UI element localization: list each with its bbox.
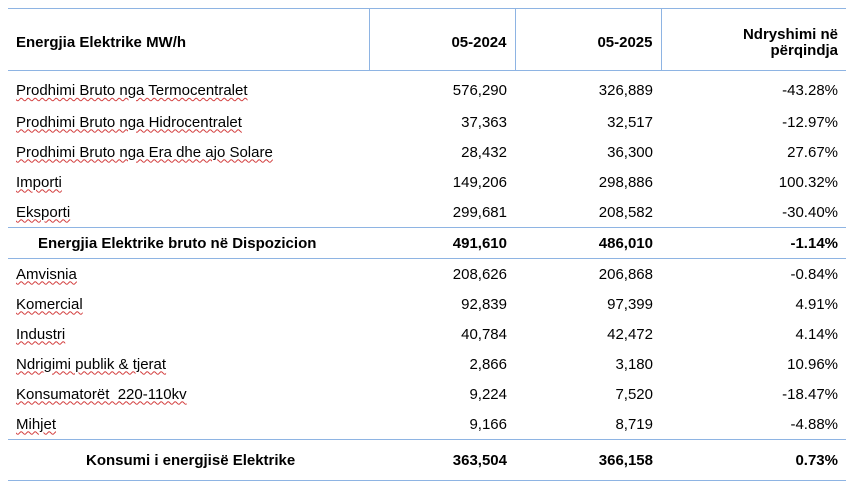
row-value-2024: 37,363 [461, 113, 507, 131]
row-value-2024: 208,626 [452, 265, 507, 283]
consumption-total-row [8, 440, 846, 481]
row-change: -30.40% [782, 203, 838, 221]
table-row [8, 167, 846, 197]
row-change: -4.88% [790, 415, 838, 433]
header-2025: 05-2025 [515, 9, 661, 71]
row-value-2024: 299,681 [452, 203, 507, 221]
row-label: Prodhimi Bruto nga Era dhe ajo Solare [16, 143, 273, 161]
available-total-2024: 491,610 [369, 228, 515, 259]
available-total-row [8, 228, 846, 259]
table-row [8, 71, 846, 108]
row-value-2024: 9,166 [469, 415, 507, 433]
header-change-line2: përqindja [770, 41, 838, 59]
consumption-total-change: 0.73% [661, 440, 846, 481]
row-value-2025: 42,472 [607, 325, 653, 343]
row-label: Industri [16, 325, 66, 343]
table-row [8, 259, 846, 290]
row-change: 27.67% [787, 143, 838, 161]
row-change: 10.96% [787, 355, 838, 373]
table-row [8, 107, 846, 137]
header-row [8, 9, 846, 71]
table-row [8, 379, 846, 409]
table-row [8, 197, 846, 228]
row-change: -18.47% [782, 385, 838, 403]
row-label: Importi [16, 173, 62, 191]
row-value-2025: 3,180 [615, 355, 653, 373]
row-value-2024: 2,866 [469, 355, 507, 373]
row-value-2025: 326,889 [598, 82, 653, 99]
row-label: Mihjet [16, 415, 57, 433]
row-value-2025: 206,868 [598, 265, 653, 283]
header-change [661, 9, 846, 71]
row-change: -43.28% [782, 82, 838, 99]
row-value-2025: 32,517 [607, 113, 653, 131]
row-label: Komercial [16, 295, 83, 313]
row-change: 100.32% [778, 173, 838, 191]
available-total-2025: 486,010 [515, 228, 661, 259]
consumption-total-2025: 366,158 [515, 440, 661, 481]
row-value-2025: 7,520 [615, 385, 653, 403]
table-row [8, 409, 846, 440]
consumption-total-label: Konsumi i energjisë Elektrike [8, 440, 369, 481]
row-change: -12.97% [782, 113, 838, 131]
row-value-2024: 28,432 [461, 143, 507, 161]
row-value-2025: 298,886 [598, 173, 653, 191]
row-label: Prodhimi Bruto nga Termocentralet [16, 82, 248, 99]
available-total-change: -1.14% [661, 228, 846, 259]
row-change: 4.14% [795, 325, 838, 343]
row-label: Amvisnia [16, 265, 77, 283]
row-value-2024: 149,206 [452, 173, 507, 191]
row-change: -0.84% [790, 265, 838, 283]
table-row [8, 137, 846, 167]
row-label: Prodhimi Bruto nga Hidrocentralet [16, 113, 242, 131]
row-value-2024: 40,784 [461, 325, 507, 343]
row-value-2024: 576,290 [452, 82, 507, 99]
row-value-2025: 97,399 [607, 295, 653, 313]
row-value-2025: 8,719 [615, 415, 653, 433]
row-value-2025: 208,582 [598, 203, 653, 221]
row-label: Eksporti [16, 203, 71, 221]
consumption-total-2024: 363,504 [369, 440, 515, 481]
row-value-2025: 36,300 [607, 143, 653, 161]
energy-table [8, 8, 846, 481]
available-total-label: Energjia Elektrike bruto në Dispozicion [8, 228, 369, 259]
header-change-line1: Ndryshimi në [742, 25, 838, 43]
table-row [8, 349, 846, 379]
row-label: Ndrigimi publik & tjerat [16, 355, 167, 373]
table-row [8, 319, 846, 349]
row-value-2024: 9,224 [469, 385, 507, 403]
table-row [8, 289, 846, 319]
row-value-2024: 92,839 [461, 295, 507, 313]
header-category: Energjia Elektrike MW/h [8, 9, 369, 71]
row-change: 4.91% [795, 295, 838, 313]
row-label: Konsumatorët 220-110kv [16, 385, 187, 403]
header-2024: 05-2024 [369, 9, 515, 71]
